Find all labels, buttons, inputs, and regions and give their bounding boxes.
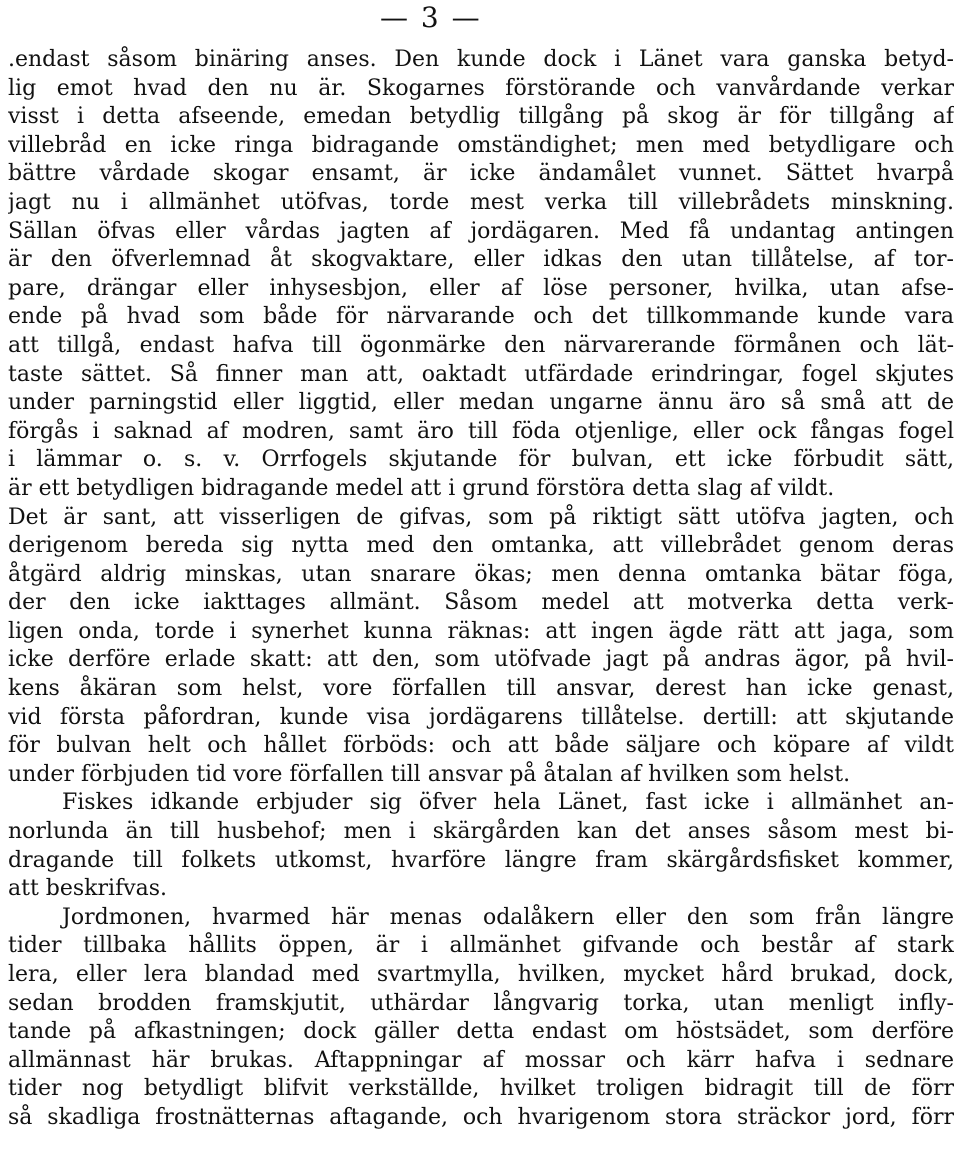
text-line: Jordmonen, hvarmed här menas odalåkern eller den som från längre — [62, 904, 954, 930]
text-line: sedan brodden framskjutit, uthärdar långvarig torka, utan menligt infly- — [8, 990, 954, 1016]
text-line: i lämmar o. s. v. Orrfogels skjutande för bulvan, ett icke förbudit sätt, — [8, 447, 954, 473]
text-line: derigenom bereda sig nytta med den omtanka, att villebrådet genom deras — [8, 533, 954, 559]
text-line: norlunda än till husbehof; men i skärgården kan det anses såsom mest bi- — [8, 819, 954, 845]
text-line: Fiskes idkande erbjuder sig öfver hela Länet, fast icke i allmänhet an- — [62, 790, 954, 816]
text-line: att tillgå, endast hafva till ögonmärke den närvarerande förmånen och lät- — [8, 332, 954, 358]
text-line: ligen onda, torde i synerhet kunna räknas: att ingen ägde rätt att jaga, som — [8, 618, 954, 644]
text-line: jagt nu i allmänhet utöfvas, torde mest verka till villebrådets minskning. — [8, 189, 954, 215]
page-number: — 3 — — [380, 1, 482, 34]
text-line: allmännast här brukas. Aftappningar af mossar och kärr hafva i sednare — [8, 1047, 954, 1073]
text-line: så skadliga frostnätternas aftagande, och hvarigenom stora sträckor jord, förr — [8, 1104, 954, 1130]
text-line: är den öfverlemnad åt skogvaktare, eller idkas den utan tillåtelse, af tor- — [8, 247, 954, 273]
text-line: vid första påfordran, kunde visa jordägarens tillåtelse. dertill: att skjutande — [8, 704, 954, 730]
text-line: kens åkäran som helst, vore förfallen till ansvar, derest han icke genast, — [8, 676, 954, 702]
text-line: icke derföre erlade skatt: att den, som utöfvade jagt på andras ägor, på hvil- — [8, 647, 954, 673]
text-line: tider tillbaka hållits öppen, är i allmänhet gifvande och består af stark — [8, 933, 954, 959]
text-line: under parningstid eller liggtid, eller medan ungarne ännu äro så små att de — [8, 390, 954, 416]
text-line: är ett betydligen bidragande medel att i grund förstöra detta slag af vildt. — [8, 475, 835, 501]
body-text — [8, 46, 954, 1133]
text-line: lera, eller lera blandad med svartmylla, hvilken, mycket hård brukad, dock, — [8, 962, 954, 987]
text-line: taste sättet. Så finner man att, oaktadt utfärdade erindringar, fogel skjutes — [8, 361, 954, 387]
text-line: villebråd en icke ringa bidragande omständighet; men med betydligare och — [8, 132, 954, 158]
text-line: lig emot hvad den nu är. Skogarnes förstörande och vanvårdande verkar — [8, 75, 954, 101]
text-line: förgås i saknad af modren, samt äro till föda otjenlige, eller ock fångas fogel — [8, 418, 954, 444]
text-line: tande på afkastningen; dock gäller detta endast om höstsädet, som derföre — [8, 1019, 954, 1045]
text-line: under förbjuden tid vore förfallen till ansvar på åtalan af hvilken som helst. — [8, 761, 851, 787]
text-line: att beskrifvas. — [8, 876, 168, 902]
text-line: dragande till folkets utkomst, hvarföre längre fram skärgårdsfisket kommer, — [8, 847, 954, 873]
text-line: bättre vårdade skogar ensamt, är icke ändamålet vunnet. Sättet hvarpå — [8, 161, 954, 187]
text-line: för bulvan helt och hållet förböds: och att både säljare och köpare af vildt — [8, 733, 954, 759]
text-line: tider nog betydligt blifvit verkställde, hvilket troligen bidragit till de förr — [8, 1076, 954, 1102]
text-line: der den icke iakttages allmänt. Såsom medel att motverka detta verk- — [8, 590, 954, 616]
text-line: .endast såsom binäring anses. Den kunde dock i Länet vara ganska betyd- — [8, 47, 954, 72]
text-line: åtgärd aldrig minskas, utan snarare ökas; men denna omtanka bätar föga, — [8, 561, 954, 587]
text-line: visst i detta afseende, emedan betydlig tillgång på skog är för tillgång af — [8, 104, 954, 130]
text-line: Sällan öfvas eller vårdas jagten af jordägaren. Med få undantag antingen — [8, 218, 954, 244]
text-line: pare, drängar eller inhysesbjon, eller af löse personer, hvilka, utan afse- — [8, 275, 954, 301]
text-line: ende på hvad som både för närvarande och det tillkommande kunde vara — [8, 304, 954, 330]
page-header — [0, 2, 960, 36]
text-line: Det är sant, att visserligen de gifvas, som på riktigt sätt utöfva jagten, och — [8, 504, 954, 530]
